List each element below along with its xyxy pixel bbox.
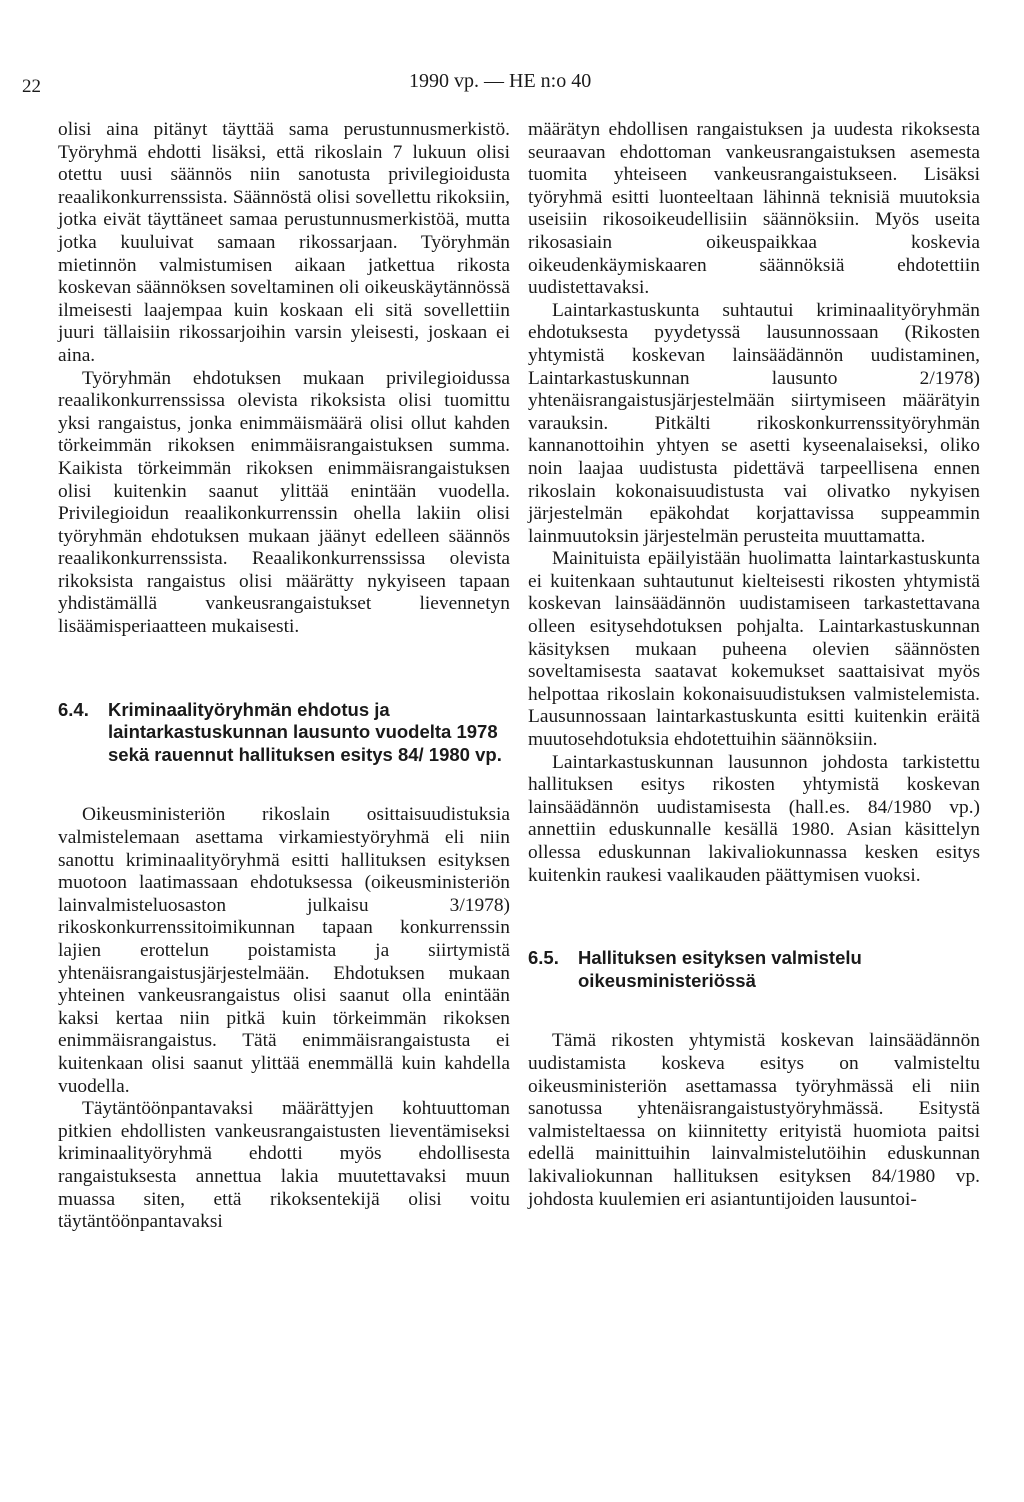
paragraph: Tämä rikosten yhtymistä koskevan lainsäädännön uudistamista koskeva esitys on valmisteltu oikeusministeriön asettamassa työryhmässä eli niin sanotussa yhtenäisrangaistustyöryhmässä. Esitystä valmisteltaessa on kiinnitetty erityistä huomiota paitsi edellä mainittuihin lainvalmistelutöihin eduskunnan lakivaliokunnan hallituksen esityksen 84/1980 vp. johdosta kuulemien eri asiantuntijoiden lausuntoi-: [528, 1030, 980, 1210]
paragraph: Työryhmän ehdotuksen mukaan privilegioidussa reaalikonkurrenssissa olevista rikoksista olisi tuomittu yksi rangaistus, jonka enimmäismäärä olisi ollut kahden törkeimmän rikoksen enimmäisrangaistuksen summa. Kaikista törkeimmän rikoksen enimmäisrangaistuksen olisi kuitenkin saanut ylittää enintään vuodella. Privilegioidun reaalikonkurrenssin ohella lakiin olisi työryhmän ehdotuksen mukaan jäänyt edelleen säännös reaalikonkurrenssista. Reaalikonkurrenssissa olevista rikoksista rangaistus olisi määrätty nykyiseen tapaan yhdistämällä vankeusrangaistukset lievennetyn lisäämisperiaatteen mukaisesti.: [58, 367, 510, 638]
section-title: Hallituksen esityksen valmistelu oikeusministeriössä: [578, 947, 862, 991]
paragraph: määrätyn ehdollisen rangaistuksen ja uudesta rikoksesta seuraavan ehdottoman vankeusrangaistuksen asemesta tuomita yhteiseen vankeusrangaistukseen. Lisäksi työryhmä esitti luonteeltaan lähinnä teknisiä muutoksia useisiin rikosoikeudellisiin säännöksiin. Myös useita rikosasiain oikeuspaikkaa koskevia oikeudenkäymiskaaren säännöksiä ehdotettiin uudistettavaksi.: [528, 119, 980, 299]
paragraph: Mainituista epäilyistään huolimatta laintarkastuskunta ei kuitenkaan suhtautunut kielteisesti rikosten yhtymistä koskevan lainsäädännön uudistamiseen tarkastettavana olleen esitysehdotuksen pohjalta. Laintarkastuskunnan käsityksen mukaan puheena olevien säännösten soveltamisesta saatavat kokemukset saattaisivat myös helpottaa rikoslain kokonaisuudistuksen valmistelemista. Lausunnossaan laintarkastuskunta esitti kuitenkin eräitä muutosehdotuksia ehdotettuihin säännöksiin.: [528, 548, 980, 751]
paragraph: Laintarkastuskunta suhtautui kriminaalityöryhmän ehdotuksesta pyydetyssä lausunnossaan (Rikosten yhtymistä koskevan lainsäädännön uudistaminen, Laintarkastuskunnan lausunto 2/1978) yhtenäisrangaistusjärjestelmään siirtymiseen määrätyin varauksin. Pitkälti rikoskonkurrenssityöryhmän kannanottoihin yhtyen se asetti kyseenalaiseksi, oliko noin laajaa uudistusta pidettävä tarpeellisena ennen rikoslain kokonaisuudistusta vai olivatko nykyisen järjestelmän epäkohdat korjattavissa suppeammin lainmuutoksin järjestelmän perusteita muuttamatta.: [528, 299, 980, 547]
paragraph: Laintarkastuskunnan lausunnon johdosta tarkistettu hallituksen esitys rikosten yhtymistä koskevan lainsäädännön uudistamisesta (hall.es. 84/1980 vp.) annettiin eduskunnalle kesällä 1980. Asian käsittelyn ollessa eduskunnan lakivaliokunnassa kesken esitys kuitenkin raukesi vaalikauden päättymisen vuoksi.: [528, 751, 980, 886]
page-number: 22: [22, 76, 41, 97]
right-column: [528, 119, 980, 1211]
section-heading-6-4: [58, 699, 510, 767]
section-heading-6-5: [528, 947, 980, 992]
paragraph: olisi aina pitänyt täyttää sama perustunnusmerkistö. Työryhmä ehdotti lisäksi, että rikoslain 7 lukuun olisi otettu uusi säännös niin sanotusta privilegioidusta reaalikonkurrenssista. Säännöstä olisi sovellettu rikoksiin, jotka eivät täyttäneet samaa perustunnusmerkistöä, mutta jotka kuuluivat samaan rikossarjaan. Työryhmän mietinnön valmistumisen aikaan jatkettua rikosta koskevan säännöksen soveltaminen oli oikeuskäytännössä ilmeisesti laajempaa kuin koskaan eli sitä sovellettiin juuri tällaisiin rikossarjoihin varsin yleisesti, joskaan ei aina.: [58, 119, 510, 366]
section-number: 6.4.: [58, 698, 89, 720]
paragraph: Oikeusministeriön rikoslain osittaisuudistuksia valmistelemaan asettama virkamiestyöryhmä eli niin sanottu kriminaalityöryhmä esitti hallituksen esityksen muotoon laatimassaan ehdotuksessa (oikeusministeriön lainvalmisteluosaston julkaisu 3/1978) rikoskonkurrenssitoimikunnan tapaan konkurrenssin lajien erottelun poistamista ja siirtymistä yhtenäisrangaistusjärjestelmään. Ehdotuksen mukaan yhteinen vankeusrangaistus olisi saanut olla enintään kaksi kertaa niin pitkä kuin törkeimmän rikoksen enimmäisrangaistus. Tätä enimmäisrangaistusta ei kuitenkaan olisi saanut ylittää enemmällä kuin kahdella vuodella.: [58, 804, 510, 1097]
section-number: 6.5.: [528, 947, 559, 969]
page-header: [22, 70, 964, 104]
section-title: Kriminaalityöryhmän ehdotus ja laintarkastuskunnan lausunto vuodelta 1978 sekä rauennut hallituksen esitys 84/ 1980 vp.: [108, 698, 502, 765]
paragraph: Täytäntöönpantavaksi määrättyjen kohtuuttoman pitkien ehdollisten vankeusrangaistusten lieventämiseksi kriminaalityöryhmä ehdotti myös ehdollisesta rangaistuksesta annettua lakia muutettavaksi muun muassa siten, että rikoksentekijä olisi voitu täytäntöönpantavaksi: [58, 1098, 510, 1233]
running-head: 1990 vp. — HE n:o 40: [409, 70, 592, 92]
left-column: [58, 119, 510, 1234]
